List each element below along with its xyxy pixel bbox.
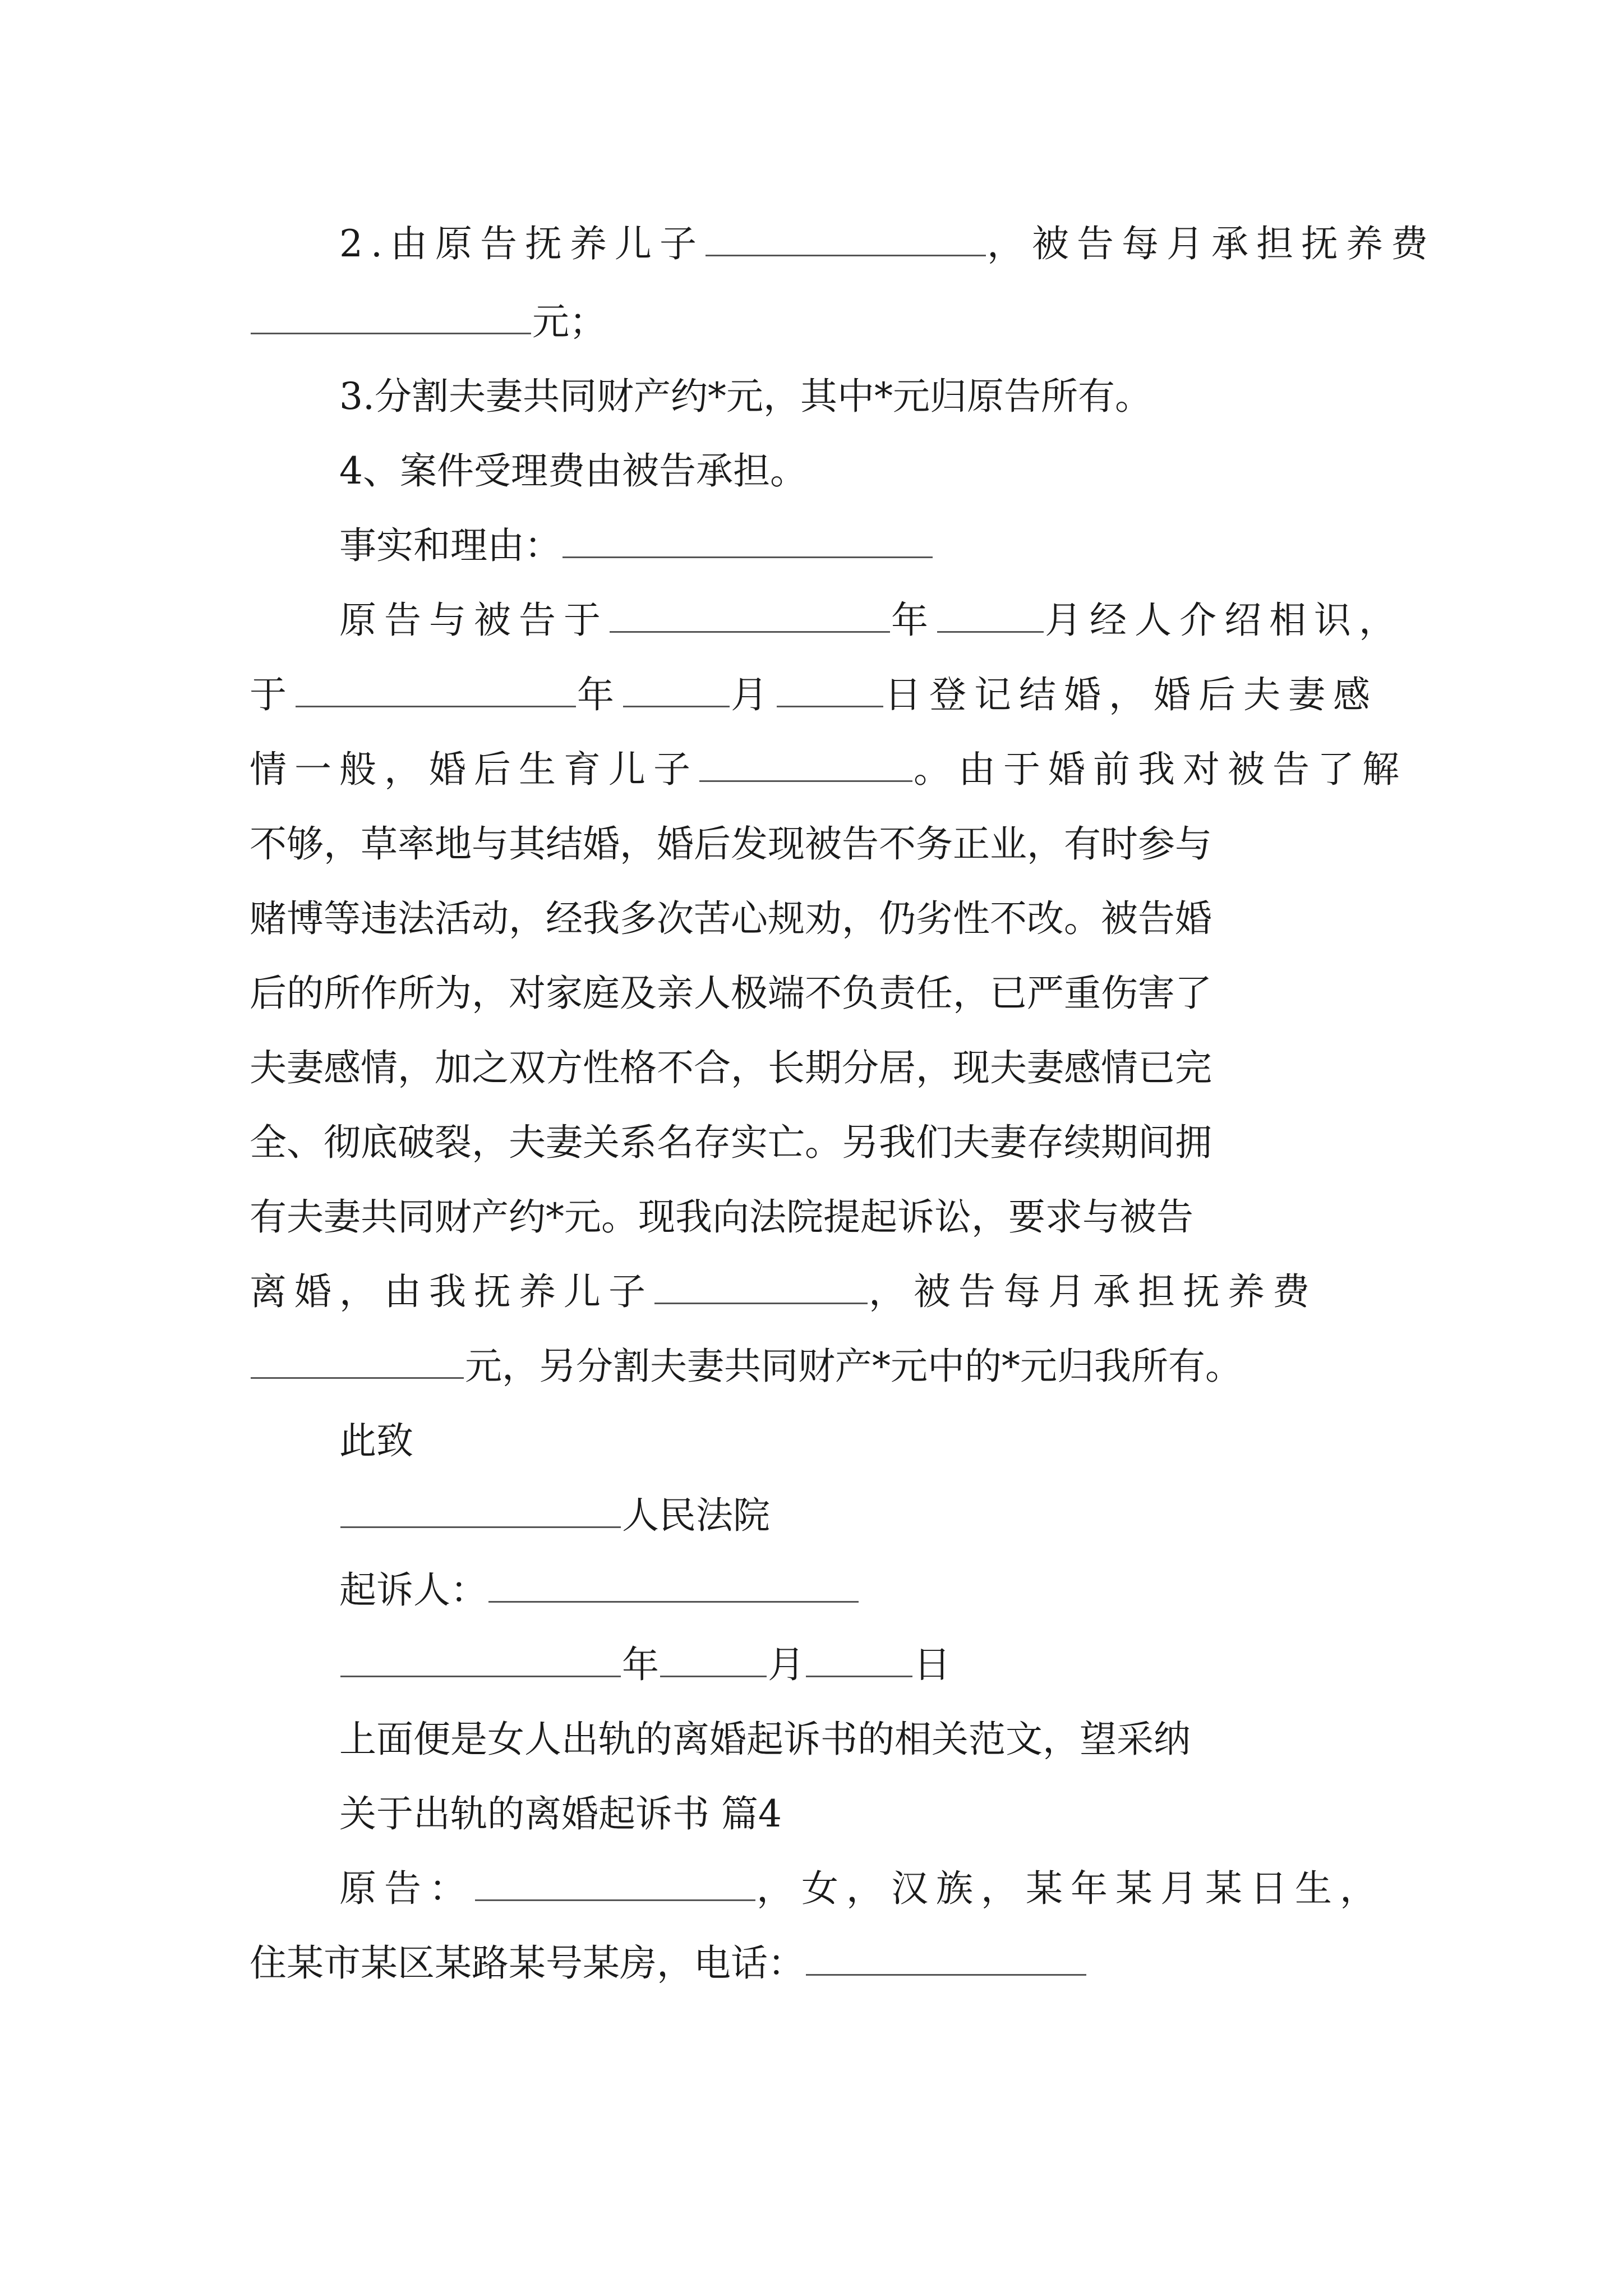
plaintiff-name-blank[interactable] (475, 1867, 755, 1901)
plaintiff-signature-blank[interactable] (488, 1568, 859, 1603)
facts-line-11 (250, 1344, 1399, 1389)
facts-text-9: 有夫妻共同财产约*元。现我向法院提起诉讼，要求与被告 (250, 1195, 1193, 1239)
facts-text-10b: ，被告每月承担抚养费 (869, 1270, 1317, 1313)
facts-line-7 (250, 1046, 1399, 1091)
facts-line-2 (250, 673, 1399, 717)
support-amount-blank-2[interactable] (251, 1345, 464, 1379)
plaintiff-label: 原告： (339, 1867, 474, 1910)
facts-text-2d: 日登记结婚，婚后夫妻感 (884, 673, 1378, 716)
closing-remark-line (339, 1717, 1489, 1762)
clause-4-text: 4、案件受理费由被告承担。 (339, 449, 807, 493)
plaintiff-signature-label: 起诉人： (339, 1568, 487, 1612)
facts-text-6: 后的所作所为，对家庭及亲人极端不负责任，已严重伤害了 (250, 972, 1212, 1015)
facts-text-5: 赌博等违法活动，经我多次苦心规劝，仍劣性不改。被告婚 (250, 897, 1212, 940)
clause-2-continuation (250, 300, 1399, 344)
facts-text-4: 不够，草率地与其结婚，婚后发现被告不务正业，有时参与 (250, 822, 1212, 866)
facts-text-1b: 年 (891, 599, 936, 642)
child-name-blank[interactable] (699, 748, 912, 782)
section-heading-line (339, 1792, 1489, 1837)
clause-2-text: 2.由原告抚养儿子 (339, 222, 704, 265)
facts-text-7: 夫妻感情，加之双方性格不合，长期分居，现夫妻感情已完 (250, 1046, 1212, 1089)
marriage-day-blank[interactable] (777, 673, 883, 707)
facts-text-1a: 原告与被告于 (339, 599, 608, 642)
sign-month-blank[interactable] (660, 1643, 767, 1677)
facts-line-3 (250, 747, 1407, 792)
facts-text-2b: 年 (577, 673, 622, 716)
court-line (339, 1493, 1489, 1538)
phone-blank[interactable] (806, 1941, 1086, 1976)
facts-heading: 事实和理由： (339, 524, 561, 567)
facts-line-5 (250, 896, 1399, 941)
facts-line-4 (250, 822, 1399, 867)
facts-line-10 (250, 1269, 1399, 1314)
closing-remark-text: 上面便是女人出轨的离婚起诉书的相关范文，望采纳 (339, 1718, 1191, 1761)
clause-3-line (339, 374, 1489, 419)
signature-date-line (339, 1642, 1489, 1687)
clause-3-text: 3.分割夫妻共同财产约*元，其中*元归原告所有。 (339, 375, 1152, 418)
met-month-blank[interactable] (937, 599, 1044, 633)
facts-text-8: 全、彻底破裂，夫妻关系名存实亡。另我们夫妻存续期间拥 (250, 1121, 1212, 1164)
plaintiff-address-line (250, 1941, 1399, 1986)
sign-day-text: 日 (914, 1643, 951, 1686)
facts-text-10a: 离婚，由我抚养儿子 (250, 1270, 653, 1313)
yuan-text: 元； (532, 300, 606, 343)
court-text: 人民法院 (622, 1494, 770, 1537)
facts-text-3a: 情一般，婚后生育儿子 (250, 748, 698, 791)
plaintiff-address-text: 住某市某区某路某号某房，电话： (250, 1941, 805, 1985)
facts-text-3b: 。由于婚前我对被告了解 (914, 748, 1407, 791)
facts-text-2a: 于 (250, 673, 294, 716)
sign-month-text: 月 (768, 1643, 805, 1686)
plaintiff-info-line (339, 1866, 1489, 1911)
marriage-month-blank[interactable] (623, 673, 730, 707)
facts-line-6 (250, 971, 1399, 1016)
plaintiff-signature-line (339, 1568, 1489, 1613)
met-year-blank[interactable] (610, 599, 890, 633)
facts-heading-line (339, 523, 1489, 568)
clause-4-line (339, 449, 1489, 494)
sign-year-blank[interactable] (340, 1643, 621, 1677)
section-heading: 关于出轨的离婚起诉书 篇4 (339, 1792, 782, 1835)
facts-text-1c: 月经人介绍相识， (1045, 599, 1404, 642)
plaintiff-info-text: ，女，汉族，某年某月某日生， (757, 1867, 1385, 1910)
salutation-text: 此致 (339, 1419, 413, 1462)
clause-2-line (339, 222, 1489, 266)
facts-line-9 (250, 1195, 1399, 1240)
court-name-blank[interactable] (340, 1494, 621, 1528)
facts-text-11: 元，另分割夫妻共同财产*元中的*元归我所有。 (465, 1345, 1242, 1388)
sign-year-text: 年 (622, 1643, 659, 1686)
sign-day-blank[interactable] (806, 1643, 912, 1677)
salutation-line (339, 1419, 1489, 1464)
facts-text-2c: 月 (731, 673, 776, 716)
clause-2-support-text: ，被告每月承担抚养费 (986, 222, 1436, 265)
facts-line-8 (250, 1120, 1399, 1165)
marriage-year-blank[interactable] (296, 673, 576, 707)
support-amount-blank[interactable] (251, 300, 531, 334)
son-name-blank[interactable] (706, 222, 986, 256)
son-name-blank-2[interactable] (654, 1270, 868, 1304)
facts-line-1 (339, 598, 1489, 643)
facts-blank[interactable] (562, 524, 933, 558)
